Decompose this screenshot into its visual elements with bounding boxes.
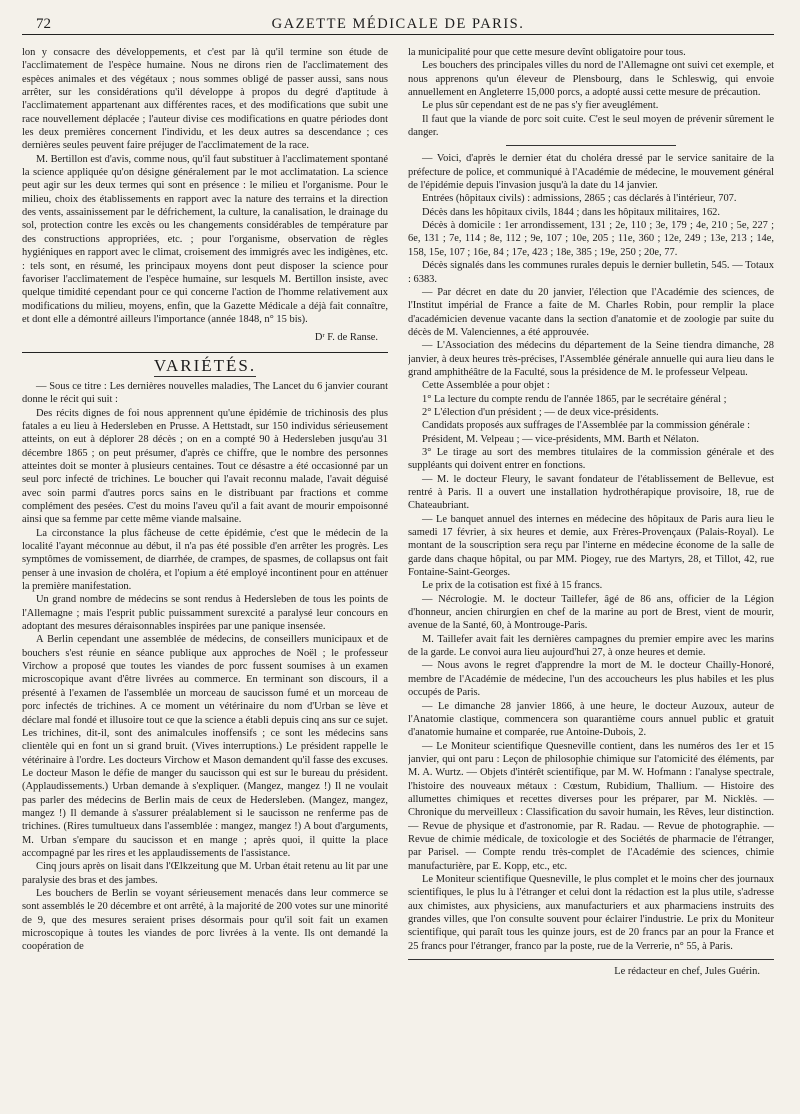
paragraph: lon y consacre des développements, et c'est par là qu'il termine son étude de l'acclimatement de l'espèce humaine. Nous ne dirons rien de l'acclimatement des espèces animales et des végétaux ; nous sommes obligé de passer aussi, sans nous arrêter, sur les considérations qu'il développe à propos du degré d'aptitude à l'acclimatement appartenant aux différentes races, et des modifications que subit une race nouvellement déplacée ; l'auteur divise ces modifications en quatre périodes dont les deux premières concernent l'individu, et les deux autres sa descendance ; ces dernières seules peuvent faire préjuger de l'acclimatement de la race.	[22, 47, 388, 152]
paragraph: Les bouchers de Berlin se voyant sérieusement menacés dans leur commerce se sont assemblés le 20 décembre et ont arrêté, à la majorité de 200 votes sur une minorité de 9, que des mesures seraient prises désormais pour qu'il soit fait un examen microscopique à toutes les viandes de porc livrées à la vente. Ils ont demandé la coopération de	[22, 887, 388, 953]
left-column	[22, 46, 388, 1102]
paragraph: Le Moniteur scientifique Quesneville, le plus complet et le moins cher des journaux scientifiques, le plus lu à l'étranger et celui dont la rédaction est la plus utile, s'adresse aux chimistes, aux physiciens, aux manufacturiers et aux pharmaciens instruits des grandes villes, que l'on consulte souvent pour éclairer l'industrie. Le prix du Moniteur scientifique, qui paraît tous les quinze jours, est de 20 francs par an pour la France et 25 francs pour l'étranger, franco par la poste, rue de la Verrerie, n° 55, à Paris.	[408, 873, 774, 952]
section-title-text: VARIÉTÉS.	[153, 355, 257, 375]
paragraph: Cinq jours après on lisait dans l'Œlkzeitung que M. Urban était retenu au lit par une paralysie des bras et des jambes.	[22, 861, 388, 886]
page-number: 72	[36, 16, 51, 32]
paragraph: Décès signalés dans les communes rurales depuis le dernier bulletin, 545. — Totaux : 6383.	[408, 260, 774, 285]
paragraph: — Le banquet annuel des internes en médecine des hôpitaux de Paris aura lieu le samedi 17 février, à six heures et demie, aux Frères-Provençaux (Palais-Royal). Le montant de la souscription sera reçu par l'interne en médecine économe de la salle de garde dans chaque hôpital, ou par MM. Piogey, rue des Martyrs, 28, et Tillot, 42, rue Fontaine-Saint-Georges.	[408, 513, 774, 579]
paragraph: Des récits dignes de foi nous apprennent qu'une épidémie de trichinosis des plus fatales a eu lieu à Hedersleben en Prusse. A Hettstadt, sur 150 individus sérieusement atteints, on eut à déplorer 28 décès ; on en a compté 90 à Hedersleben jusqu'au 31 décembre 1865 ; on peut présumer, d'après ce chiffre, que le nombre des personnes atteintes doit se monter à plusieurs centaines. Tout ce désastre a été occasionné par un seul porc infecté de trichines. Le boucher qui l'avait reconnu malade, l'avait déguisé avec soin parmi d'autres porcs sains en le distribuant par fractions et comme complément des pesées. C'est du moins l'aveu qu'il a fait avant de mourir empoisonné ainsi que sa femme par cette même viande malsaine.	[22, 407, 388, 526]
paragraph: — Sous ce titre : Les dernières nouvelles maladies, The Lancet du 6 janvier courant donne le récit qui suit :	[22, 380, 388, 406]
paragraph: A Berlin cependant une assemblée de médecins, de conseillers municipaux et de bouchers s'est réunie en séance publique aux approches de Noël ; le professeur Virchow a proposé que toutes les viandes de porc fussent soumises à un examen microscopique avant d'être livrées au commerce. En terminant son discours, il a présenté à l'examen de l'assemblée un morceau de saucisson fumé et un morceau de porc infectés de trichines. A ce moment un vétérinaire du nom d'Urban se lève et déclare mal fondé et illusoire tout ce que la science a établi depuis cinq ans sur ce sujet. Les trichines, dit-il, sont des animalcules inoffensifs ; ce sont les médecins sans clientèle qui en font un si grand bruit. (Vives interruptions.) Le président rappelle le vétérinaire à l'ordre. Les docteurs Virchow et Mason demandent qu'il fasse des excuses. Le docteur Mason le défie de manger du saucisson qui est sur le bureau du président. (Applaudissements.) Urban demande à s'expliquer. (Mangez, mangez !) Il ne voulait pas parler des médecins de Berlin mais de ceux de Hedersleben. (Mangez, mangez, mangez !) Il demande à s'assurer préalablement si le saucisson ne renferme pas de trichines. (Rires tumultueux dans l'assemblée : mangez, mangez !) A bout d'arguments, M. Urban s'empare du saucisson et en mange ; après quoi, il quitte la place accompagné par les rires et les applaudissements de l'assistance.	[22, 634, 388, 859]
divider	[506, 145, 676, 146]
section-title	[22, 355, 388, 375]
paragraph: — L'Association des médecins du département de la Seine tiendra dimanche, 28 janvier, à deux heures très-précises, l'Assemblée générale annuelle qui aura lieu dans le grand amphithéâtre de la Faculté, sous la présidence de M. le professeur Velpeau.	[408, 340, 774, 378]
editor-signature: Le rédacteur en chef, Jules Guérin.	[408, 959, 774, 978]
paragraph: 3° Le tirage au sort des membres titulaires de la commission générale et des suppléants qui doivent entrer en fonctions.	[408, 446, 774, 472]
paragraph: — Le dimanche 28 janvier 1866, à une heure, le docteur Auzoux, auteur de l'Anatomie clastique, commencera son quarantième cours annuel public et gratuit d'anatomie humaine et comparée, rue Antoine-Dubois, 2.	[408, 700, 774, 739]
right-column	[408, 46, 774, 1102]
divider	[22, 352, 388, 353]
paragraph: Président, M. Velpeau ; — vice-présidents, MM. Barth et Nélaton.	[422, 433, 699, 445]
author-signature: Dʳ F. de Ranse.	[314, 332, 378, 344]
paragraph: Entrées (hôpitaux civils) : admissions, 2865 ; cas déclarés à l'intérieur, 707.	[422, 193, 737, 205]
columns	[22, 46, 774, 1102]
paragraph: Il faut que la viande de porc soit cuite. C'est le seul moyen de prévenir sûrement le danger.	[408, 113, 774, 139]
paragraph: — Nécrologie. M. le docteur Taillefer, âgé de 86 ans, officier de la Légion d'honneur, ancien chirurgien en chef de la marine au port de Brest, vient de mourir, avenue de la Santé, 60, à Montrouge-Paris.	[408, 593, 774, 632]
paragraph: — Par décret en date du 20 janvier, l'élection que l'Académie des sciences, de l'Institut impérial de France a faite de M. Charles Robin, pour remplir la place d'académicien devenue vacante dans la section d'anatomie et de zoologie par suite du décès de M. Valenciennes, a été approuvée.	[408, 286, 774, 338]
paragraph: Candidats proposés aux suffrages de l'Assemblée par la commission générale :	[422, 420, 751, 432]
paragraph: 2° L'élection d'un président ; — de deux vice-présidents.	[422, 406, 659, 418]
paragraph: Le plus sûr cependant est de ne pas s'y fier aveuglément.	[422, 100, 659, 112]
journal-title: GAZETTE MÉDICALE DE PARIS.	[271, 16, 525, 32]
paragraph: M. Bertillon est d'avis, comme nous, qu'il faut substituer à l'acclimatement spontané la science appliquée qu'on désigne généralement par le mot acclimatation. La science peut agir sur les deux termes qui sont en présence : le milieu et l'organisme. Pour le milieu, choix des établissements en rapport avec la nature des terrains et la direction des vents, assainissement par le défrichement, la culture, la canalisation, le drainage du sol, protection contre les excès ou les changements considérables de température par des constructions appropriées, etc. ; pour l'organisme, observation de règles hygiéniques en rapport avec le climat, croisement des immigrés avec les indigènes, etc. : tels sont, en résumé, les principaux moyens dont peut disposer la science pour favoriser l'acclimatement de l'espèce humaine, sur lesquels M. Bertillon insiste, avec quelque timidité cependant pour ce qui concerne l'action de l'homme relativement aux modifications du milieu, moyens, enfin, que la Gazette Médicale a déjà fait connaître, et dont elle a démontré ailleurs l'importance (année 1848, n° 15 bis).	[22, 153, 388, 325]
paragraph: la municipalité pour que cette mesure devînt obligatoire pour tous.	[408, 47, 686, 58]
paragraph: Les bouchers des principales villes du nord de l'Allemagne ont suivi cet exemple, et nous apprenons qu'un éleveur de Plensbourg, dans le Schleswig, qui envoie annuellement en Angleterre 15,000 porcs, a adopté aussi cette mesure de précaution.	[408, 60, 774, 99]
paragraph: — M. le docteur Fleury, le savant fondateur de l'établissement de Bellevue, est rentré à Paris. Il a ouvert une installation hydrothérapique provisoire, 18, rue de Chateaubriant.	[408, 473, 774, 512]
paragraph: Décès à domicile : 1er arrondissement, 131 ; 2e, 110 ; 3e, 179 ; 4e, 210 ; 5e, 227 ; 6e, 131 ; 7e, 114 ; 8e, 112 ; 9e, 107 ; 10e, 205 ; 11e, 360 ; 12e, 249 ; 13e, 213 ; 14e, 158, 15e, 107 ; 16e, 84 ; 17e, 423 ; 18e, 385 ; 19e, 250 ; 20e, 77.	[408, 220, 774, 258]
paragraph: M. Taillefer avait fait les dernières campagnes du premier empire avec les marins de la garde. Le convoi aura lieu aujourd'hui 27, à onze heures et demie.	[408, 633, 774, 659]
paragraph: 1° La lecture du compte rendu de l'année 1865, par le secrétaire général ;	[422, 393, 727, 405]
paragraph: — Nous avons le regret d'apprendre la mort de M. le docteur Chailly-Honoré, membre de l'Académie de médecine, l'un des accoucheurs les plus habiles et les plus occupés de Paris.	[408, 660, 774, 699]
paragraph: — Voici, d'après le dernier état du choléra dressé par le service sanitaire de la préfecture de police, et communiqué à l'Académie de médecine, le mouvement général de l'épidémie depuis l'invasion jusqu'à la date du 14 janvier.	[408, 153, 774, 192]
paragraph: Décès dans les hôpitaux civils, 1844 ; dans les hôpitaux militaires, 162.	[422, 206, 720, 218]
paragraph: Le prix de la cotisation est fixé à 15 francs.	[422, 580, 603, 592]
page-header	[22, 0, 774, 35]
paragraph: La circonstance la plus fâcheuse de cette épidémie, c'est que le médecin de la localité l'ayant méconnue au début, il n'a pas été possible d'en arrêter les progrès. Les symptômes de vomissement, de diarrhée, de crampes, de spasmes, de collapsus ont fait penser à une invasion de choléra, et l'opium a été employé incontinent pour en atténuer la première manifestation.	[22, 527, 388, 593]
paragraph: Cette Assemblée a pour objet :	[422, 380, 550, 392]
paragraph: Un grand nombre de médecins se sont rendus à Hedersleben de tous les points de l'Allemagne ; mais l'esprit public puissamment surexcité a paralysé leur concours en adoptant des mesures déraisonnables inspirées par une panique insensée.	[22, 594, 388, 633]
paragraph: — Le Moniteur scientifique Quesneville contient, dans les numéros des 1er et 15 janvier, qui ont paru : Leçon de philosophie chimique sur l'atomicité des éléments, par M. A. Wurtz. — Objets d'intérêt scientifique, par M. W. Hofmann : l'analyse spectrale, l'histoire des nouveaux métaux : Cœstum, Rubidium, Thallium. — Histoire des allumettes chimiques et recettes diverses pour les préparer, par M. Nicklès. — Chronique du merveilleux : Classification du savoir humain, les Rêves, leur distinction. — Revue de physique et d'astronomie, par R. Radau. — Revue de photographie. — Revue de chimie médicale, de toxicologie et des Sociétés de pharmacie de l'étranger, par Parisel. — Compte rendu très-complet de l'Académie des sciences, chimie manufacturière, par E. Kopp, etc., etc.	[408, 740, 774, 872]
